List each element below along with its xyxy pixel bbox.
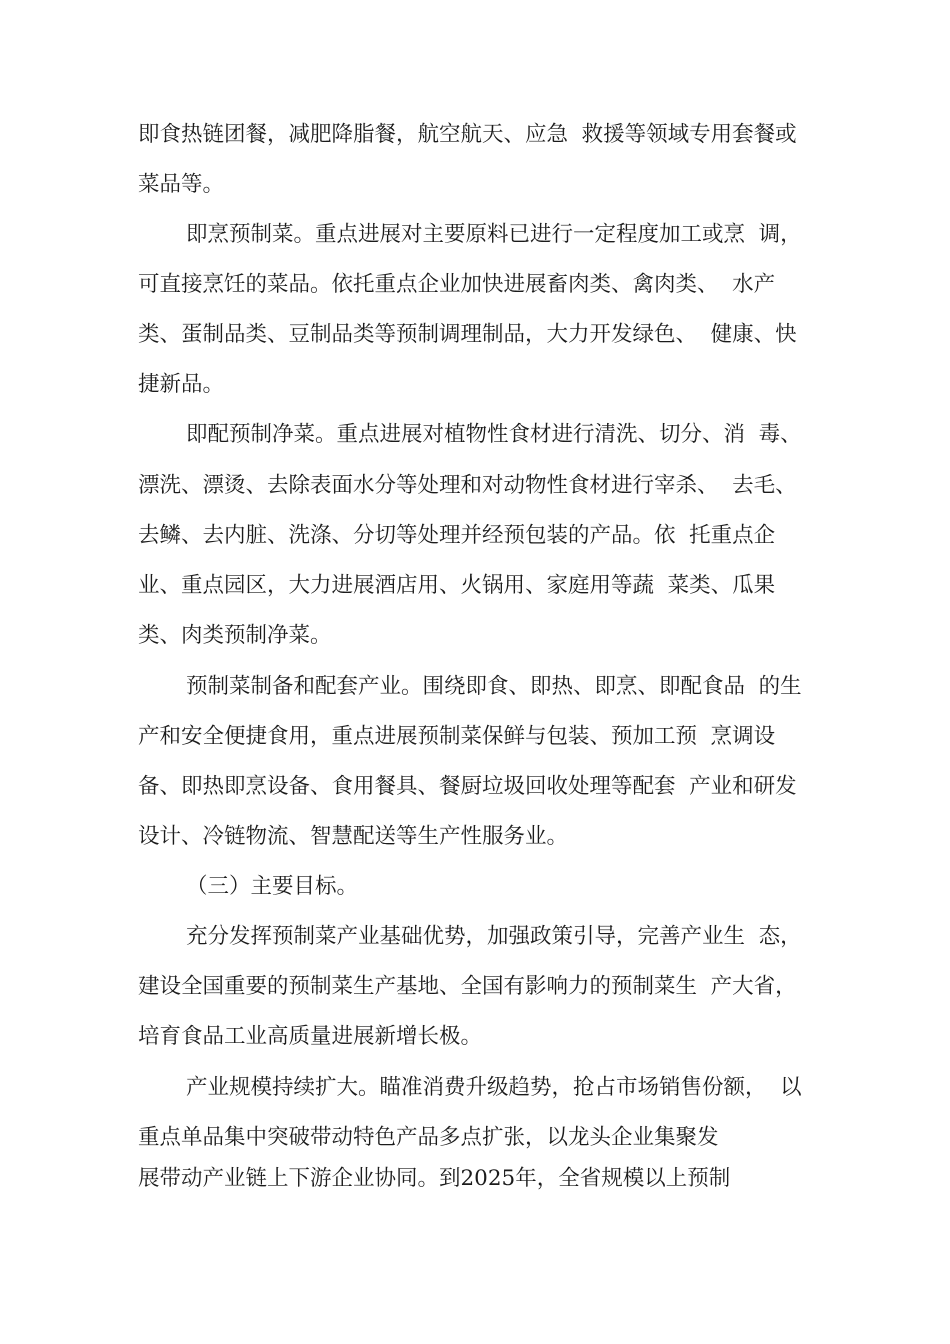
body-text-line: 去鳞、去内脏、洗涤、分切等处理并经预包装的产品。依 托重点企 [138, 523, 776, 548]
body-text-line: 类、蛋制品类、豆制品类等预制调理制品，大力开发绿色、 健康、快 [138, 322, 797, 347]
paragraph-heading-line: 即配预制净菜。重点进展对植物性食材进行清洗、切分、消 毒、 [186, 422, 802, 447]
body-text-line: 类、肉类预制净菜。 [138, 623, 332, 648]
body-text-line: 可直接烹饪的菜品。依托重点企业加快进展畜肉类、禽肉类、 水产 [138, 272, 776, 297]
body-text-line: 展带动产业链上下游企业协同。到2025年，全省规模以上预制 [138, 1166, 731, 1191]
body-text-line: 业、重点园区，大力进展酒店用、火锅用、家庭用等蔬 菜类、瓜果 [138, 573, 776, 598]
body-text-line: 备、即热即烹设备、食用餐具、餐厨垃圾回收处理等配套 产业和研发 [138, 774, 797, 799]
body-text-line: 产和安全便捷食用，重点进展预制菜保鲜与包装、预加工预 烹调设 [138, 724, 776, 749]
body-text-line: 漂洗、漂烫、去除表面水分等处理和对动物性食材进行宰杀、 去毛、 [138, 473, 797, 498]
body-text-line: 重点单品集中突破带动特色产品多点扩张，以龙头企业集聚发 [138, 1125, 719, 1150]
body-text-line: 设计、冷链物流、智慧配送等生产性服务业。 [138, 824, 569, 849]
body-text-line: 菜品等。 [138, 172, 225, 197]
body-text-line: 即食热链团餐，减肥降脂餐，航空航天、应急 救援等领域专用套餐或 [138, 122, 797, 147]
body-text-line: 培育食品工业高质量进展新增长极。 [138, 1024, 483, 1049]
body-text-line: 建设全国重要的预制菜生产基地、全国有影响力的预制菜生 产大省， [138, 974, 797, 999]
section-heading: （三）主要目标。 [186, 874, 359, 899]
body-text-line: 充分发挥预制菜产业基础优势，加强政策引导，完善产业生 态， [186, 924, 802, 949]
paragraph-heading-line: 即烹预制菜。重点进展对主要原料已进行一定程度加工或烹 调， [186, 222, 802, 247]
body-text-line: 捷新品。 [138, 372, 225, 397]
paragraph-heading-line: 预制菜制备和配套产业。围绕即食、即热、即烹、即配食品 的生 [186, 674, 802, 699]
paragraph-heading-line: 产业规模持续扩大。瞄准消费升级趋势，抢占市场销售份额， 以 [186, 1075, 802, 1100]
